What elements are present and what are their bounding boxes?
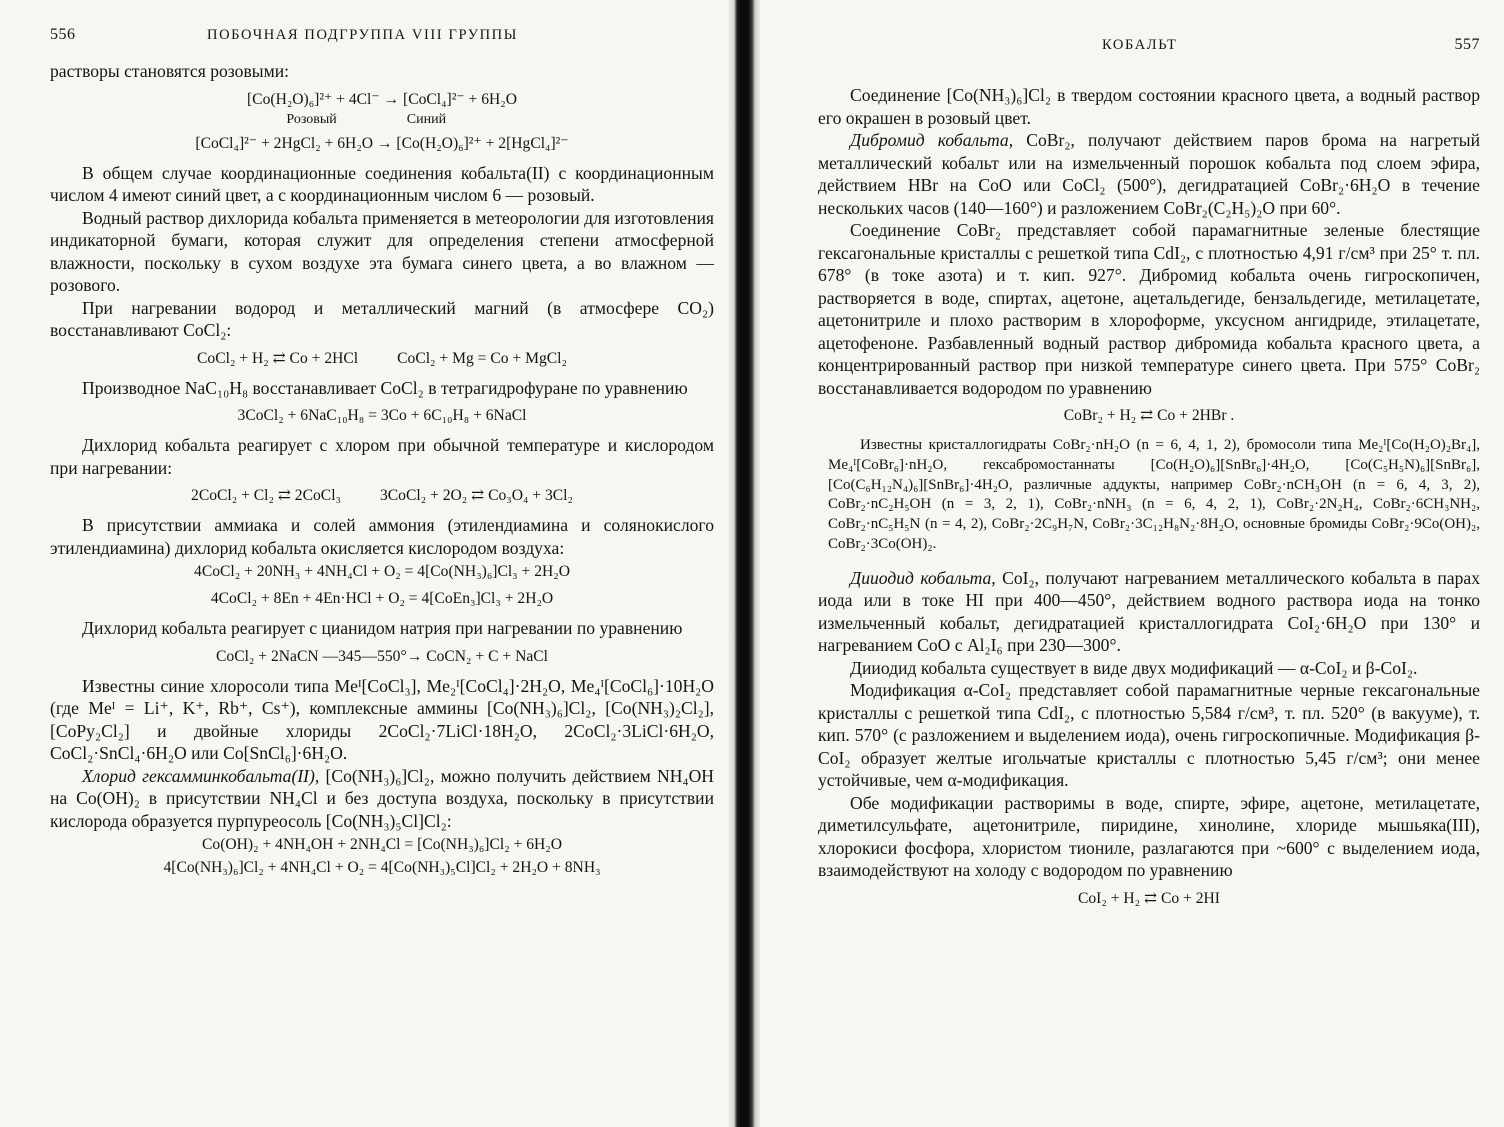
small-print-paragraph: Известны кристаллогидраты CoBr₂·nH₂O (n = 6, 4, 1, 2), бромосоли типа Me₂ᴵ[Co(H₂O)₂Br₄], Me₄ᴵ[CoBr₆]·nH₂O, гексабромостаннаты [Co(H₂O)₆][SnBr₆]·4H₂O, [Co(C₅H₅N)₆][SnBr₆], [Co(C₆H₁₂N₄)₆][SnBr₆]·4H₂O, различные аддукты, например CoBr₂·nCH₃OH (n = 6, 4, 3, 2), CoBr₂·nC₂H₅OH (n = 3, 2, 1), CoBr₂·nNH₃ (n = 6, 4, 2, 1), CoBr₂·2N₂H₄, CoBr₂·6CH₃NH₂, CoBr₂·nC₅H₅N (n = 4, 2), CoBr₂·2C₉H₇N, CoBr₂·3C₁₂H₈N₂·8H₂O, основные бромиды CoBr₂·9Co(OH)₂, CoBr₂·3Co(OH)₂. <box>828 437 1480 552</box>
equation: CoCl₂ + 2NaCN —345—550°→ CoCN₂ + C + NaCl <box>216 647 548 665</box>
equation: 2CoCl₂ + Cl₂ ⇄ 2CoCl₃ 3CoCl₂ + 2O₂ ⇄ Co₃O₄ + 3Cl₂ <box>191 487 573 504</box>
equation-caption: Розовый Синий <box>286 111 478 127</box>
equation: 3CoCl₂ + 6NaC₁₀H₈ = 3Co + 6C₁₀H₈ + 6NaCl <box>237 407 527 424</box>
paragraph: Производное NaC₁₀H₈ восстанавливает CoCl₂ в тетрагидрофуране по уравнению <box>82 377 688 398</box>
right-page-body <box>818 84 1480 909</box>
equation: CoI₂ + H₂ ⇄ Co + 2HI <box>1077 889 1221 907</box>
page-number-right: 557 <box>1454 36 1480 53</box>
paragraph: Известны синие хлоросоли типа Meᴵ[CoCl₃], Me₂ᴵ[CoCl₄]·2H₂O, Me₄ᴵ[CoCl₆]·10H₂O (где Meᴵ = Li⁺, K⁺, Rb⁺, Cs⁺), комплексные аммины [Co(NH₃)₆]Cl₂, [Co(NH₃)₂Cl₂], [CoPy₂Cl₂] и двойные хлориды 2CoCl₂·7LiCl·18H₂O, 2CoCl₂·3LiCl·6H₂O, CoCl₂·SnCl₄·6H₂O или Co[SnCl₆]·6H₂O. <box>50 675 714 763</box>
paragraph-text: [Co(NH₃)₆]Cl₂, можно получить действием NH₄OH на Co(OH)₂ в присутствии NH₄Cl и без доступа воздуха, поскольку в присутствии кислорода образуется пурпуреосоль [Co(NH₃)₅Cl]Cl₂: <box>50 765 714 831</box>
paragraph: В присутствии аммиака и солей аммония (этилендиамина и солянокислого этилендиамина) дихлорид кобальта окисляется кислородом воздуха: <box>50 515 714 558</box>
paragraph: Дихлорид кобальта реагирует с хлором при обычной температуре и кислородом при нагревании: <box>50 435 714 478</box>
paragraph: растворы становятся розовыми: <box>50 61 290 81</box>
equation: 4[Co(NH₃)₆]Cl₂ + 4NH₄Cl + O₂ = 4[Co(NH₃)₅Cl]Cl₂ + 2H₂O + 8NH₃ <box>163 859 601 876</box>
paragraph: Дииодид кобальта существует в виде двух модификаций — α-CoI₂ и β-CoI₂. <box>850 657 1418 678</box>
running-title-left: ПОБОЧНАЯ ПОДГРУППА VIII ГРУППЫ <box>207 27 518 43</box>
equation: [CoCl₄]²⁻ + 2HgCl₂ + 6H₂O → [Co(H₂O)₆]²⁺ + 2[HgCl₄]²⁻ <box>195 134 569 152</box>
paragraph: В общем случае координационные соединения кобальта(II) с координационным числом 4 имеют синий цвет, а с координационным числом 6 — розовый. <box>50 162 714 205</box>
paragraph <box>818 567 1480 657</box>
left-page-body <box>50 60 714 878</box>
paragraph: Модификация α-CoI₂ представляет собой парамагнитные черные гексагональные кристаллы с решеткой типа CdI₂, с плотностью 5,584 г/см³, т. пл. 520° (в вакууме), т. кип. 570° (с разложением и выделением иода), очень гигроскопичные. Модификация β-CoI₂ образует желтые игольчатые кристаллы с плотностью 5,45 г/см³; они менее устойчивые, чем α-модификация. <box>818 680 1480 791</box>
paragraph-text: CoI₂, получают нагреванием металлического кобальта в парах иода или в токе HI при 400—450°, действием водного раствора иода на тонко измельченный кобальт, дегидратацией кристаллогидрата CoI₂·6H₂O при 130° и нагреванием CoO с Al₂I₆ при 230—300°. <box>818 567 1481 656</box>
paragraph: Соединение CoBr₂ представляет собой парамагнитные зеленые блестящие гексагональные кристаллы с решеткой типа CdI₂, с плотностью 4,91 г/см³ при 25° т. пл. 678° (в токе азота) и т. кип. 927°. Дибромид кобальта очень гигроскопичен, растворяется в воде, спиртах, ацетоне, ацетальдегиде, бензальдегиде, метилацетате, ацетонитриле и плохо растворим в хлороформе, уксусном ангидриде, этилацетате, ацетофеноне. Разбавленный водный раствор дибромида кобальта красного цвета, а концентрированный раствор при низкой температуре синего цвета. При 575° CoBr₂ восстанавливается водородом по уравнению <box>818 220 1480 398</box>
paragraph <box>818 129 1480 219</box>
book-spine-gutter <box>728 0 760 1127</box>
equation: CoCl₂ + H₂ ⇄ Co + 2HCl CoCl₂ + Mg = Co + MgCl₂ <box>197 349 567 367</box>
italic-term: Дииодид кобальта, <box>850 567 996 588</box>
page-number-left: 556 <box>50 26 76 43</box>
equation: 4CoCl₂ + 20NH₃ + 4NH₄Cl + O₂ = 4[Co(NH₃)₆]Cl₃ + 2H₂O <box>194 563 570 580</box>
paragraph: Дихлорид кобальта реагирует с цианидом натрия при нагревании по уравнению <box>82 618 683 638</box>
equation: CoBr₂ + H₂ ⇄ Co + 2HBr . <box>1063 407 1235 424</box>
paragraph: Водный раствор дихлорида кобальта применяется в метеорологии для изготовления индикаторной бумаги, которая служит для определения степени атмосферной влажности, поскольку в сухом воздухе эта бумага синего цвета, а во влажном — розового. <box>50 207 714 295</box>
equation: Co(OH)₂ + 4NH₄OH + 2NH₄Cl = [Co(NH₃)₆]Cl₂ + 6H₂O <box>202 836 562 853</box>
paragraph: При нагревании водород и металлический магний (в атмосфере CO₂) восстанавливают CoCl₂: <box>50 297 714 340</box>
running-title-right: КОБАЛЬТ <box>1102 37 1178 53</box>
running-header-left <box>50 26 714 44</box>
italic-term: Дибромид кобальта, <box>850 130 1014 150</box>
right-page <box>760 0 1504 1127</box>
italic-term: Хлорид гексамминкобальта(II), <box>82 765 320 786</box>
equation: [Co(H₂O)₆]²⁺ + 4Cl⁻ → [CoCl₄]²⁻ + 6H₂O <box>246 90 518 108</box>
paragraph: Обе модификации растворимы в воде, спирте, эфире, ацетоне, метилацетате, диметилсульфате, ацетонитриле, пиридине, хинолине, хлориде мышьяка(III), хлорокиси фосфора, хлористом тиониле, разлагаются при ~600° с выделением иода, взаимодействуют на холоду с водородом по уравнению <box>818 792 1480 881</box>
paragraph: Соединение [Co(NH₃)₆]Cl₂ в твердом состоянии красного цвета, а водный раствор его окрашен в розовый цвет. <box>818 85 1480 128</box>
running-header-right <box>818 36 1480 54</box>
paragraph-text: CoBr₂, получают действием паров брома на нагретый металлический кобальт или на измельченный порошок кобальта под слоем эфира, действием HBr на CoO или CoCl₂ (500°), дегидратацией CoBr₂·6H₂O в течение нескольких часов (140—160°) и разложением CoBr₂(C₂H₅)₂O при 60°. <box>818 130 1480 218</box>
left-page <box>0 0 728 1127</box>
equation: 4CoCl₂ + 8En + 4En·HCl + O₂ = 4[CoEn₃]Cl₃ + 2H₂O <box>210 590 554 607</box>
paragraph <box>50 765 714 833</box>
